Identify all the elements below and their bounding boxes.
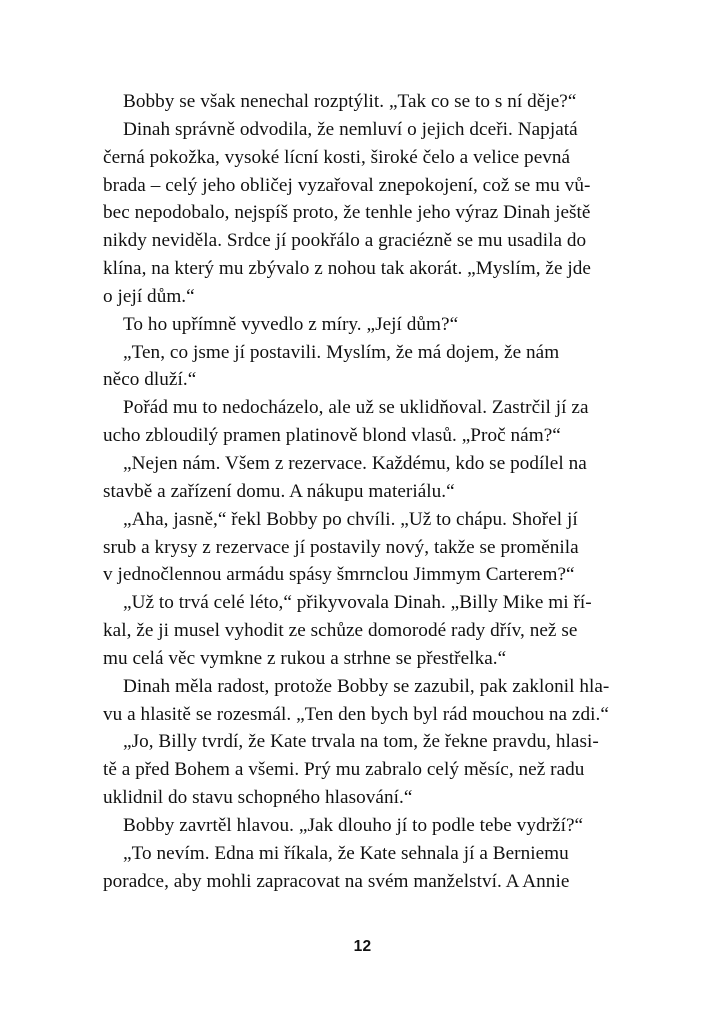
text-line: něco dluží.“ — [103, 369, 197, 391]
text-line: „Jo, Billy tvrdí, že Kate trvala na tom, že řekne pravdu, hlasi- — [123, 731, 599, 753]
text-line: poradce, aby mohli zapracovat na svém manželství. A Annie — [103, 870, 570, 892]
paragraph — [103, 88, 623, 116]
text-line: stavbě a zařízení domu. A nákupu materiálu.“ — [103, 480, 455, 502]
text-line: vu a hlasitě se rozesmál. „Ten den bych byl rád mouchou na zdi.“ — [103, 703, 609, 725]
text-line: o její dům.“ — [103, 285, 195, 307]
text-line: „Nejen nám. Všem z rezervace. Každému, kdo se podílel na — [123, 452, 587, 474]
page-number: 12 — [353, 938, 372, 955]
text-line: srub a krysy z rezervace jí postavily nový, takže se proměnila — [103, 536, 579, 558]
paragraph — [103, 506, 623, 590]
page-body-text — [103, 88, 623, 895]
paragraph — [103, 840, 623, 896]
text-line: „Ten, co jsme jí postavili. Myslím, že má dojem, že nám — [123, 341, 560, 363]
paragraph — [103, 589, 623, 673]
text-line: kal, že ji musel vyhodit ze schůze domorodé rady dřív, než se — [103, 620, 578, 642]
text-line: Bobby se však nenechal rozptýlit. „Tak co se to s ní děje?“ — [123, 91, 577, 112]
text-line: černá pokožka, vysoké lícní kosti, široké čelo a velice pevná — [103, 146, 571, 168]
paragraph — [103, 812, 623, 840]
paragraph — [103, 339, 623, 395]
text-line: bec nepodobalo, nejspíš proto, že tenhle jeho výraz Dinah ještě — [103, 202, 591, 224]
text-line: nikdy neviděla. Srdce jí pookřálo a graciézně se mu usadila do — [103, 230, 587, 252]
text-line: mu celá věc vymkne z rukou a strhne se přestřelka.“ — [103, 647, 507, 669]
paragraph — [103, 728, 623, 812]
text-line: Dinah měla radost, protože Bobby se zazubil, pak zaklonil hla- — [123, 675, 610, 697]
text-line: uklidnil do stavu schopného hlasování.“ — [103, 787, 413, 809]
text-line: „Už to trvá celé léto,“ přikyvovala Dinah. „Billy Mike mi ří- — [123, 592, 592, 614]
text-line: Dinah správně odvodila, že nemluví o jejich dceři. Napjatá — [123, 118, 578, 140]
text-line: v jednočlennou armádu spásy šmrnclou Jimmym Carterem?“ — [103, 564, 575, 586]
paragraph — [103, 450, 623, 506]
text-line: „To nevím. Edna mi říkala, že Kate sehnala jí a Berniemu — [123, 842, 569, 864]
paragraph — [103, 394, 623, 450]
text-line: ucho zbloudilý pramen platinově blond vlasů. „Proč nám?“ — [103, 425, 561, 447]
text-line: tě a před Bohem a všemi. Prý mu zabralo celý měsíc, než radu — [103, 759, 585, 781]
paragraph — [103, 673, 623, 729]
paragraph — [103, 311, 623, 339]
text-line: klína, na který mu zbývalo z nohou tak akorát. „Myslím, že jde — [103, 258, 591, 280]
paragraph — [103, 116, 623, 311]
text-line: Pořád mu to nedocházelo, ale už se uklidňoval. Zastrčil jí za — [123, 397, 589, 419]
text-line: Bobby zavrtěl hlavou. „Jak dlouho jí to podle tebe vydrží?“ — [123, 814, 584, 836]
text-line: „Aha, jasně,“ řekl Bobby po chvíli. „Už to chápu. Shořel jí — [123, 508, 578, 530]
text-line: To ho upřímně vyvedlo z míry. „Její dům?“ — [123, 313, 459, 335]
text-line: brada – celý jeho obličej vyzařoval znepokojení, což se mu vů- — [103, 174, 591, 196]
